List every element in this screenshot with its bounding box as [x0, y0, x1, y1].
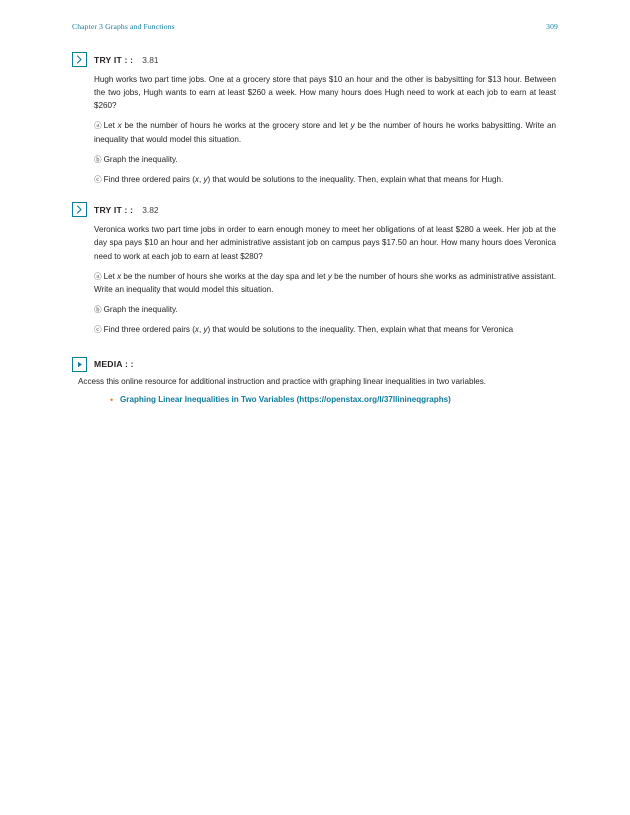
play-triangle-icon [72, 357, 87, 372]
part-text-mid: be the number of hours he works at the grocery store and let [121, 121, 351, 131]
exercise-part [94, 119, 556, 145]
part-text-pre: Graph the inequality. [103, 305, 178, 315]
list-item [120, 394, 556, 407]
variable-y: y [203, 325, 208, 335]
exercise-label: TRY IT : : [94, 54, 134, 65]
variable-x: x [117, 121, 122, 131]
part-marker-b: ⓑ [94, 154, 102, 164]
exercise-block [72, 52, 556, 186]
variable-y: y [350, 121, 355, 131]
exercise-part [94, 303, 556, 316]
part-text-pre: Let [103, 121, 118, 131]
part-marker-c: ⓒ [94, 175, 102, 185]
media-label: MEDIA : : [94, 359, 134, 370]
variable-x: x [117, 271, 122, 281]
exercise-part [94, 323, 556, 336]
part-text-mid: , [198, 325, 204, 335]
exercise-heading [72, 202, 556, 217]
exercise-label: TRY IT : : [94, 204, 134, 215]
part-text-pre: Find three ordered pairs ( [103, 175, 195, 185]
chapter-title: Chapter 3 Graphs and Functions [72, 22, 175, 31]
exercise-block [72, 202, 556, 336]
part-marker-b: ⓑ [94, 305, 102, 315]
exercise-intro: Veronica works two part time jobs in order to earn enough money to meet her obligations of at least $280 a week. Her job at the day spa pays $10 an hour and her administrative assistant job on campus pays $17.50 an hour. How many hours does Veronica need to work at each job to earn at least $280? [94, 225, 556, 261]
page-header [72, 22, 558, 31]
part-text-post: be the number of hours she works as administrative assistant. Write an inequality that would model this situation. [94, 271, 556, 294]
variable-x: x [194, 175, 199, 185]
exercise-intro: Hugh works two part time jobs. One at a grocery store that pays $10 an hour and the other is babysitting for $13 hour. Between the two jobs, Hugh wants to earn at least $260 a week. How many hours does Hugh need to work at each job to earn at least $260? [94, 75, 556, 111]
media-link-list [72, 394, 556, 407]
variable-x: x [194, 325, 199, 335]
part-marker-a: ⓐ [94, 271, 102, 281]
exercise-part [94, 173, 556, 186]
media-resource-link[interactable]: Graphing Linear Inequalities in Two Variables (https://openstax.org/l/37llinineqgraphs) [120, 394, 451, 404]
part-text-pre: Let [103, 271, 118, 281]
part-text-post: be the number of hours he works babysitting. Write an inequality that would model this situation. [94, 121, 556, 144]
part-marker-a: ⓐ [94, 121, 102, 131]
part-text-post: ) that would be solutions to the inequality. Then, explain what that means for Veronica [207, 325, 514, 335]
exercise-number: 3.82 [142, 204, 159, 215]
variable-y: y [203, 175, 208, 185]
part-marker-c: ⓒ [94, 325, 102, 335]
part-text-mid: be the number of hours she works at the day spa and let [121, 271, 328, 281]
exercise-body [94, 223, 556, 336]
page-content [72, 52, 556, 407]
chevron-right-icon [72, 52, 87, 67]
media-description: Access this online resource for additional instruction and practice with graphing linear inequalities in two variables. [78, 376, 487, 386]
part-text-post: ) that would be solutions to the inequality. Then, explain what that means for Hugh. [207, 175, 504, 185]
exercise-part [94, 153, 556, 166]
exercise-body [94, 73, 556, 186]
exercise-part [94, 270, 556, 296]
media-block [72, 357, 556, 407]
exercise-number: 3.81 [142, 54, 159, 65]
part-text-pre: Find three ordered pairs ( [103, 325, 195, 335]
chevron-right-icon [72, 202, 87, 217]
part-text-pre: Graph the inequality. [103, 154, 178, 164]
part-text-mid: , [198, 175, 204, 185]
page-number: 309 [546, 22, 558, 31]
exercise-heading [72, 52, 556, 67]
media-heading [72, 357, 556, 372]
variable-y: y [327, 271, 332, 281]
